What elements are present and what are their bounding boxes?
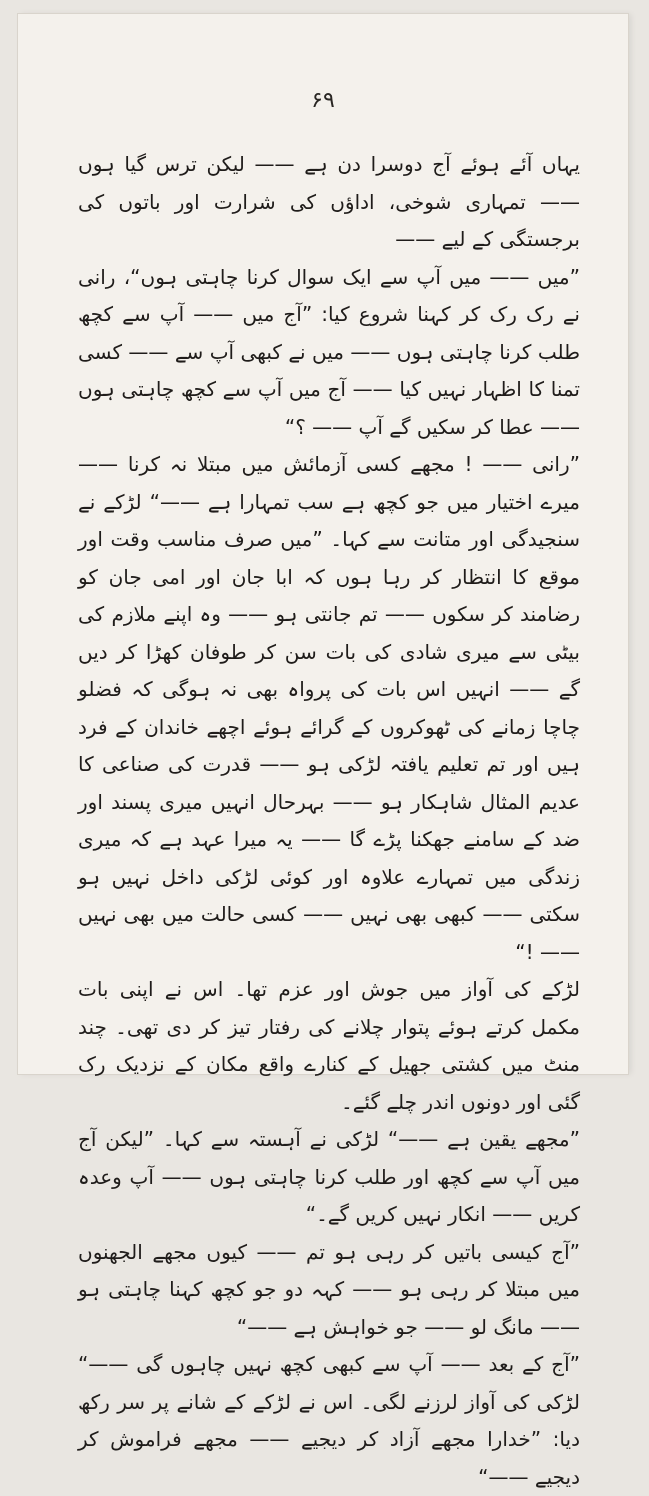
paragraph: ”میں —— میں آپ سے ایک سوال کرنا چاہتی ہوں“، رانی نے رک رک کر کہنا شروع کیا: ”آج میں —— آپ سے کچھ طلب کرنا چاہتی ہوں —— میں نے کبھی آپ سے —— کسی تمنا کا اظہار نہیں کیا —— آج میں آپ سے کچھ چاہتی ہوں —— عطا کر سکیں گے آپ —— ؟“ <box>78 264 580 439</box>
body-text <box>78 146 580 1496</box>
paragraph: لڑکے کی آواز میں جوش اور عزم تھا۔ اس نے اپنی بات مکمل کرتے ہوئے پتوار چلانے کی رفتار تیز کر دی تھی۔ چند منٹ میں کشتی جھیل کے کنارے واقع مکان کے نزدیک رک گئی اور دونوں اندر چلے گئے۔ <box>78 977 580 1114</box>
book-page <box>18 14 628 1489</box>
paragraph: ”آج کے بعد —— آپ سے کبھی کچھ نہیں چاہوں گی ——“ لڑکی کی آواز لرزنے لگی۔ اس نے لڑکے کے شانے پر سر رکھ دیا: ”خدارا مجھے آزاد کر دیجیے —— مجھے فراموش کر دیجیے ——“ <box>78 1352 580 1489</box>
paragraph: ”رانی —— ! مجھے کسی آزمائش میں مبتلا نہ کرنا —— میرے اختیار میں جو کچھ ہے سب تمہارا ہے ——“ لڑکے نے سنجیدگی اور متانت سے کہا۔ ”میں صرف مناسب وقت اور موقع کا انتظار کر رہا ہوں کہ ابا جان اور امی جان کو رضامند کر سکوں —— تم جانتی ہو —— وہ اپنے ملازم کی بیٹی سے میری شادی کی بات سن کر طوفان کھڑا کر دیں گے —— انہیں اس بات کی پرواہ بھی نہ ہوگی کہ فضلو چاچا زمانے کی ٹھوکروں کے گرائے ہوئے اچھے خاندان کے فرد ہیں اور تم تعلیم یافتہ لڑکی ہو —— قدرت کی صناعی کا عدیم المثال شاہکار ہو —— بہرحال انہیں میری پسند اور ضد کے سامنے جھکنا پڑے گا —— یہ میرا عہد ہے کہ میری زندگی میں تمہارے علاوہ اور کوئی لڑکی داخل نہیں ہو سکتی —— کبھی بھی نہیں —— کسی حالت میں بھی نہیں —— !“ <box>78 452 580 964</box>
paragraph: ”مجھے یقین ہے ——“ لڑکی نے آہستہ سے کہا۔ ”لیکن آج میں آپ سے کچھ اور طلب کرنا چاہتی ہوں —— آپ وعدہ کریں —— انکار نہیں کریں گے۔“ <box>78 1127 580 1226</box>
paragraph: یہاں آئے ہوئے آج دوسرا دن ہے —— لیکن ترس گیا ہوں —— تمہاری شوخی، اداؤں کی شرارت اور باتوں کی برجستگی کے لیے —— <box>78 152 580 251</box>
page-number: ۶۹ <box>311 88 335 113</box>
paragraph: ”آج کیسی باتیں کر رہی ہو تم —— کیوں مجھے الجھنوں میں مبتلا کر رہی ہو —— کہہ دو جو کچھ کہنا چاہتی ہو —— مانگ لو —— جو خواہش ہے ——“ <box>78 1239 580 1339</box>
